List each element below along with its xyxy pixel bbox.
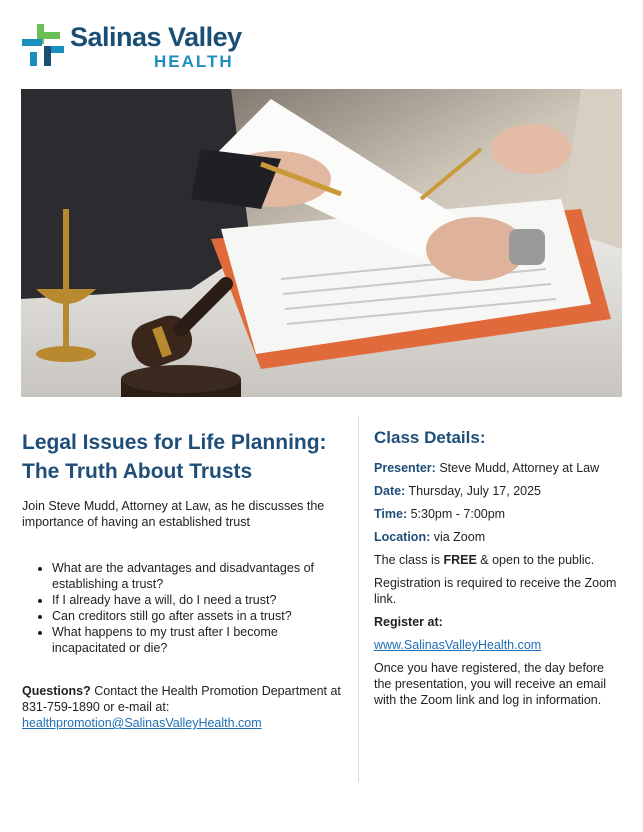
question-list (22, 560, 347, 656)
date-row (374, 483, 624, 499)
presenter-row (374, 460, 624, 476)
register-link[interactable]: www.SalinasValleyHealth.com (374, 638, 542, 652)
class-details-column (374, 428, 624, 715)
date-value: Thursday, July 17, 2025 (405, 484, 541, 498)
logo-subwordmark: HEALTH (154, 52, 234, 71)
time-row (374, 506, 624, 522)
free-word: FREE (443, 553, 477, 567)
salinas-valley-health-logo (20, 22, 280, 72)
list-item: • Can creditors still go after assets in a trust? (52, 608, 347, 624)
register-label: Register at: (374, 615, 443, 629)
date-label: Date: (374, 484, 406, 498)
cross-logo-icon (20, 22, 66, 68)
time-value: 5:30pm - 7:00pm (407, 507, 506, 521)
list-item: • What are the advantages and disadvantages of establishing a trust? (52, 560, 347, 592)
list-item: • If I already have a will, do I need a trust? (52, 592, 347, 608)
left-column (22, 428, 347, 731)
presenter-value: Steve Mudd, Attorney at Law (435, 461, 600, 475)
presenter-label: Presenter: (374, 461, 436, 475)
list-item: • What happens to my trust after I become incapacitated or die? (52, 624, 347, 656)
after-registration-note: Once you have registered, the day before the presentation, you will receive an email with the Zoom link and log in information. (374, 661, 607, 707)
hero-photo (21, 89, 622, 397)
intro-text: Join Steve Mudd, Attorney at Law, as he discusses the importance of having an established trust (22, 499, 325, 529)
contact-info (22, 683, 347, 731)
column-divider (358, 416, 359, 782)
location-label: Location: (374, 530, 431, 544)
time-label: Time: (374, 507, 408, 521)
class-details-heading: Class Details: (374, 428, 486, 447)
legal-documents-gavel-photo-icon (21, 89, 622, 397)
registration-note: Registration is required to receive the Zoom link. (374, 576, 617, 606)
location-row (374, 529, 624, 545)
logo-wordmark: Salinas Valley (70, 22, 242, 52)
contact-email-link[interactable]: healthpromotion@SalinasValleyHealth.com (22, 716, 262, 730)
questions-text: Contact the Health Promotion Department at 831-759-1890 or e-mail at: (22, 684, 341, 714)
questions-label: Questions? (22, 684, 91, 698)
free-note: The class is FREE & open to the public. (374, 553, 595, 567)
page-title: Legal Issues for Life Planning: The Truth About Trusts (22, 431, 327, 483)
location-value: via Zoom (430, 530, 486, 544)
